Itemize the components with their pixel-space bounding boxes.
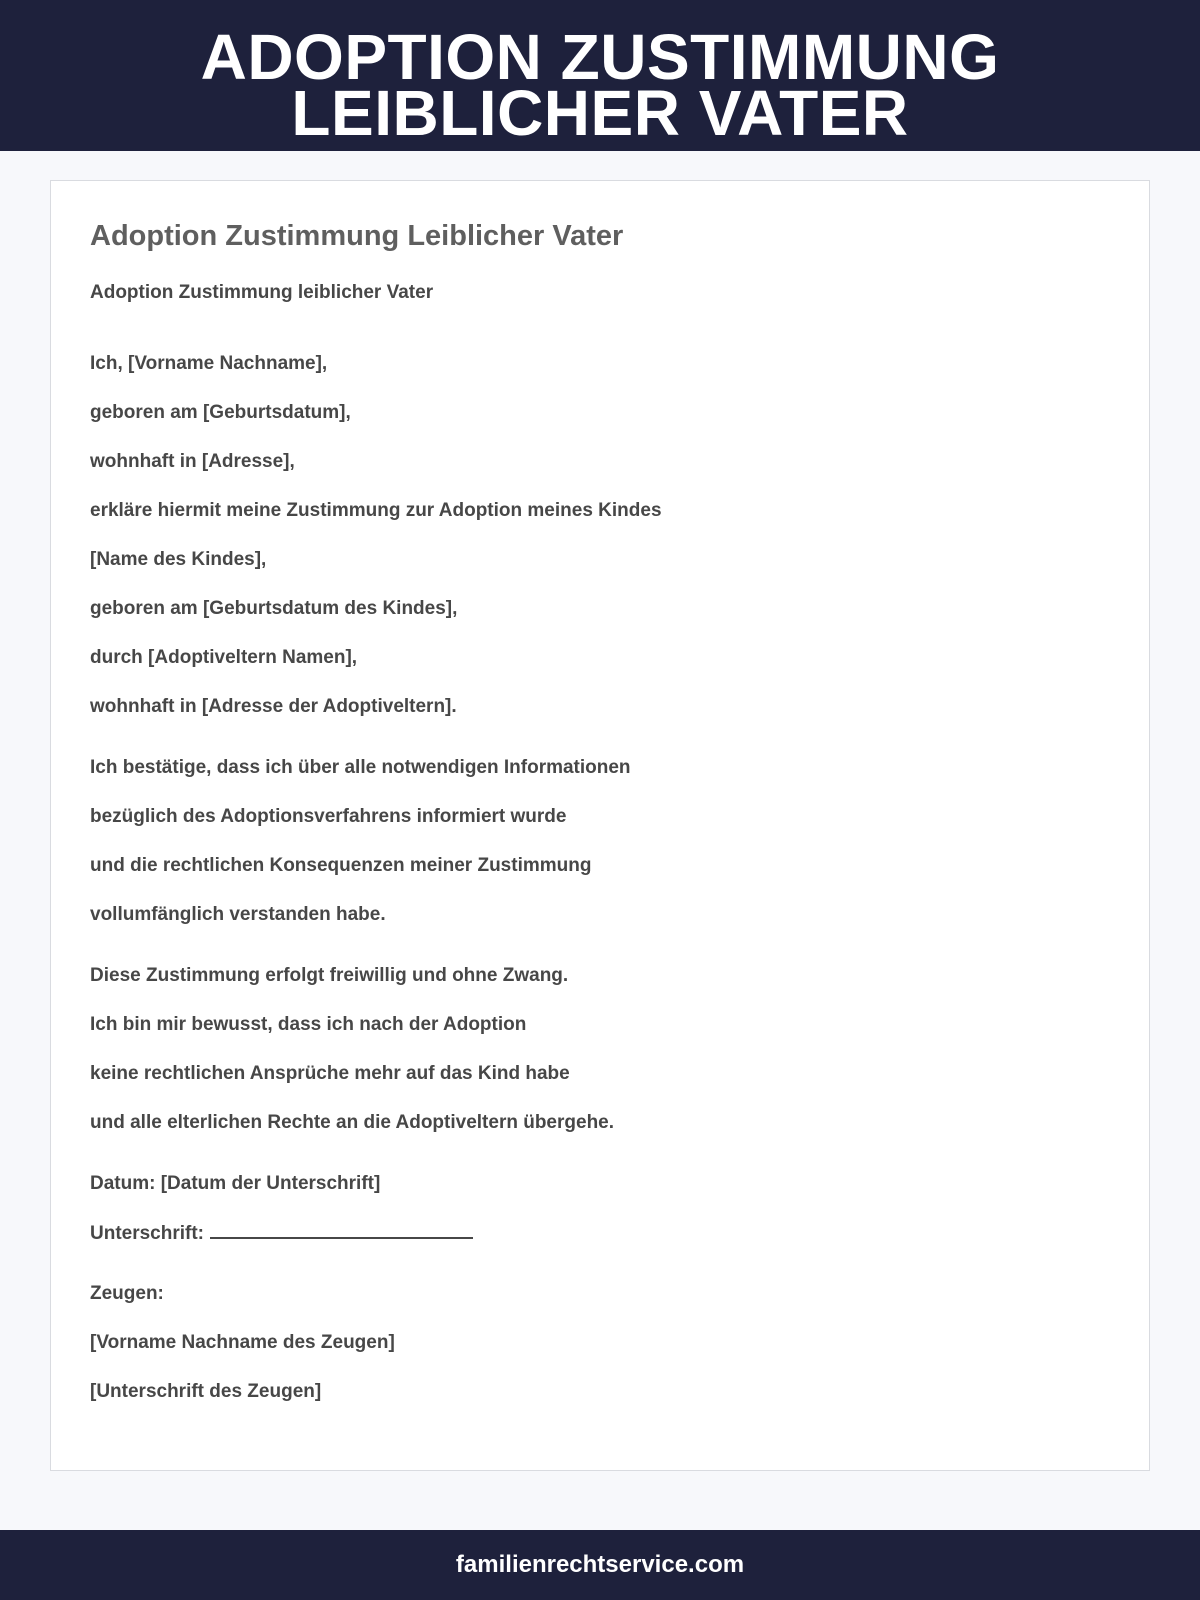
document-line: wohnhaft in [Adresse der Adoptiveltern].: [90, 696, 457, 717]
document-line: erkläre hiermit meine Zustimmung zur Adoption meines Kindes: [90, 500, 662, 521]
document-card: [50, 180, 1150, 1471]
date-line: Datum: [Datum der Unterschrift]: [90, 1173, 381, 1194]
document-line: geboren am [Geburtsdatum des Kindes],: [90, 598, 458, 619]
document-line: wohnhaft in [Adresse],: [90, 451, 295, 472]
document-line: und alle elterlichen Rechte an die Adoptiveltern übergehe.: [90, 1112, 615, 1133]
document-line: geboren am [Geburtsdatum],: [90, 402, 351, 423]
document-line: [Name des Kindes],: [90, 549, 267, 570]
header-title-line-1: ADOPTION ZUSTIMMUNG: [200, 21, 1000, 93]
document-line: vollumfänglich verstanden habe.: [90, 904, 386, 925]
footer-banner: [0, 1530, 1200, 1600]
document-line: keine rechtlichen Ansprüche mehr auf das Kind habe: [90, 1063, 570, 1084]
document-subtitle: Adoption Zustimmung leiblicher Vater: [90, 282, 434, 303]
header-title-line-2: LEIBLICHER VATER: [291, 77, 909, 149]
document-line: bezüglich des Adoptionsverfahrens informiert wurde: [90, 806, 567, 827]
witness-name-line: [Vorname Nachname des Zeugen]: [90, 1332, 395, 1353]
signature-label: Unterschrift:: [90, 1223, 205, 1244]
document-line: und die rechtlichen Konsequenzen meiner Zustimmung: [90, 855, 592, 876]
document-line: Ich, [Vorname Nachname],: [90, 353, 328, 374]
witness-signature-line: [Unterschrift des Zeugen]: [90, 1381, 322, 1402]
footer-site-text: familienrechtservice.com: [455, 1551, 745, 1578]
witness-label: Zeugen:: [90, 1283, 164, 1304]
header-banner: [0, 0, 1200, 151]
document-line: Diese Zustimmung erfolgt freiwillig und ohne Zwang.: [90, 965, 569, 986]
document-title: Adoption Zustimmung Leiblicher Vater: [90, 220, 624, 252]
signature-row: [90, 1221, 473, 1246]
document-line: Ich bin mir bewusst, dass ich nach der Adoption: [90, 1014, 527, 1035]
document-line: durch [Adoptiveltern Namen],: [90, 647, 358, 668]
document-line: Ich bestätige, dass ich über alle notwendigen Informationen: [90, 757, 631, 778]
signature-line: [210, 1221, 473, 1239]
